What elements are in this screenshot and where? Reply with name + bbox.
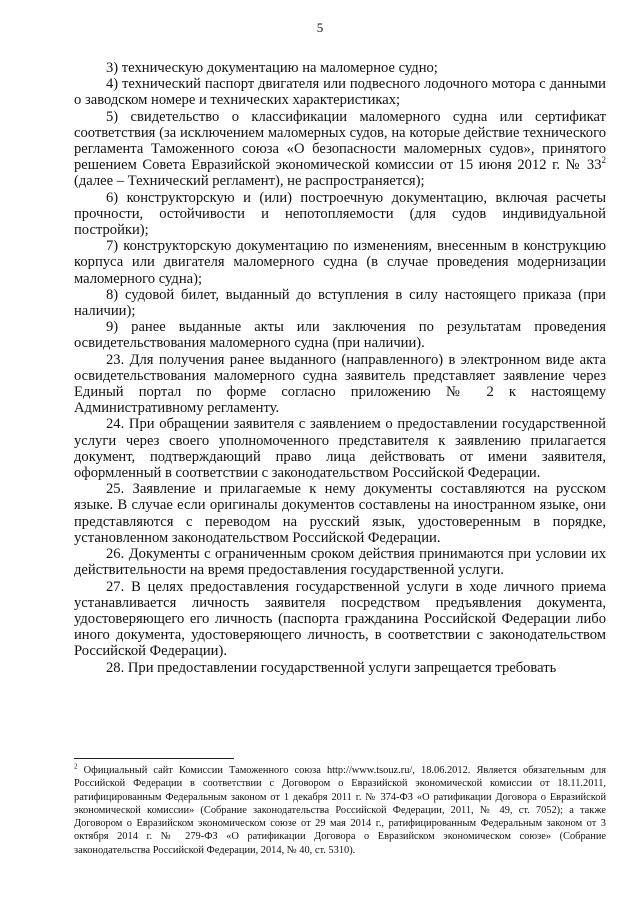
clause-24: 24. При обращении заявителя с заявлением о предоставлении государственной услуги через своего уполномоченного представителя к заявлению прилагается документ, подтверждающий право лица действовать от имени заявителя, оформленный в соответствии с законодательством Российской Федерации. (74, 416, 606, 482)
document-body (74, 60, 606, 676)
page-number: 5 (316, 20, 324, 35)
footnote-mark: 2 (74, 762, 78, 771)
list-item-5-text-end: (далее – Технический регламент), не распространяется); (74, 173, 425, 190)
list-item-5-text: 5) свидетельство о классификации маломерного судна или сертификат соответствия (за исключением маломерных судов, на которые действие технического регламента Таможенного союза «О безопасности маломерных судов», принятого решением Совета Евразийской экономической комиссии от 15 июня 2012 г. № 33 (74, 108, 606, 174)
list-item-9: 9) ранее выданные акты или заключения по результатам проведения освидетельствования маломерного судна (при наличии). (74, 319, 606, 352)
list-item-4: 4) технический паспорт двигателя или подвесного лодочного мотора с данными о заводском номере и технических характеристиках; (74, 76, 606, 109)
clause-25: 25. Заявление и прилагаемые к нему документы составляются на русском языке. В случае если оригиналы документов составлены на иностранном языке, они представляются с переводом на русский язык, удостоверенным в порядке, установленном законодательством Российской Федерации. (74, 481, 606, 546)
clause-23: 23. Для получения ранее выданного (направленного) в электронном виде акта освидетельствования маломерного судна заявитель представляет заявление через Единый портал по форме согласно приложению № 2 к настоящему Административному регламенту. (74, 351, 606, 417)
list-item-5 (74, 109, 606, 190)
footnote-text: Официальный сайт Комиссии Таможенного союза http://www.tsouz.ru/, 18.06.2012. Является обязательным для Российской Федерации в соответствии с Договором о Евразийской экономической комиссии от 18.11.2011, ратифицированным Федеральным законом от 1 декабря 2011 г. № 374-ФЗ «О ратификации Договора о Евразийской экономической комиссии» (Собрание законодательства Российской Федерации, 2011, № 49, ст. 7052); а также Договором о Евразийском экономическом союзе от 29 мая 2014 г., ратифицированным Федеральным законом от 3 октября 2014 г. № 279-ФЗ «О ратификации Договора о Евразийском экономическом союзе» (Собрание законодательства Российской Федерации, 2014, № 40, ст. 5310). (74, 765, 606, 856)
list-item-6: 6) конструкторскую и (или) построечную документацию, включая расчеты прочности, остойчивости и непотопляемости (для судов индивидуальной постройки); (74, 189, 606, 239)
clause-28: 28. При предоставлении государственной услуги запрещается требовать (106, 659, 557, 676)
clause-27: 27. В целях предоставления государственной услуги в ходе личного приема устанавливается личность заявителя посредством предъявления документа, удостоверяющего его личность (паспорта гражданина Российской Федерации либо иного документа, удостоверяющего личность, в соответствии с законодательством Российской Федерации). (74, 578, 606, 660)
footnote (74, 764, 606, 857)
list-item-3: 3) техническую документацию на маломерное судно; (106, 60, 438, 76)
footnote-reference: 2 (601, 155, 606, 166)
list-item-8: 8) судовой билет, выданный до вступления в силу настоящего приказа (при наличии); (74, 286, 606, 320)
footnote-divider (74, 758, 234, 759)
clause-26: 26. Документы с ограниченным сроком действия принимаются при условии их действительности на время предоставления государственной услуги. (74, 546, 606, 579)
list-item-7: 7) конструкторскую документацию по изменениям, внесенным в конструкцию корпуса или двигателя маломерного судна (в случае проведения модернизации маломерного судна); (74, 238, 606, 287)
